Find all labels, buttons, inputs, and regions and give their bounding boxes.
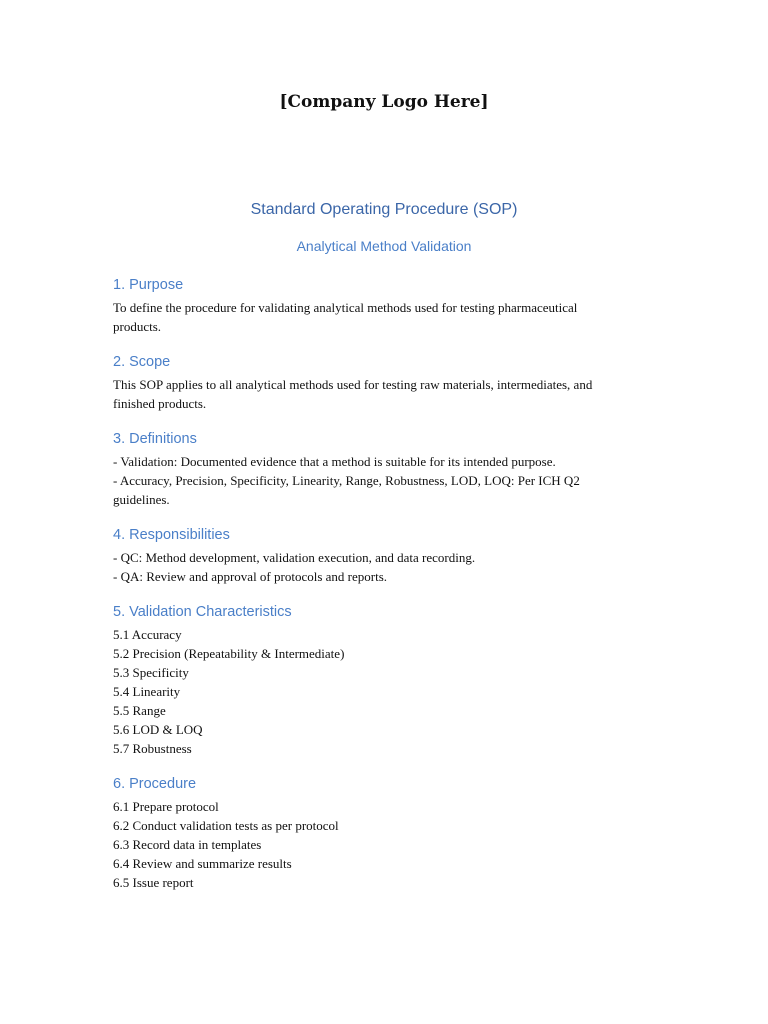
section-purpose [113,274,673,336]
document-body [113,274,673,907]
list-item: 5.7 Robustness [113,741,192,756]
text-line: - Validation: Documented evidence that a method is suitable for its intended purpose. [113,454,556,469]
list-item: 6.3 Record data in templates [113,837,262,852]
list-item: 6.2 Conduct validation tests as per protocol [113,818,339,833]
text-line: - QA: Review and approval of protocols and reports. [113,569,388,584]
section-heading: 5. Validation Characteristics [113,604,292,620]
list-item: 6.5 Issue report [113,875,194,890]
section-text [113,625,673,758]
section-heading: 3. Definitions [113,431,197,447]
text-line: products. [113,319,162,334]
text-line: finished products. [113,396,207,411]
list-item: 5.1 Accuracy [113,627,182,642]
section-definitions [113,428,673,509]
document-subtitle: Analytical Method Validation [296,238,472,254]
text-line: - QC: Method development, validation execution, and data recording. [113,550,476,565]
list-item: 5.6 LOD & LOQ [113,722,203,737]
section-scope [113,351,673,413]
list-item: 6.4 Review and summarize results [113,856,292,871]
section-heading: 6. Procedure [113,776,197,792]
section-procedure [113,773,673,892]
section-responsibilities [113,524,673,586]
text-line: This SOP applies to all analytical methods used for testing raw materials, intermediates, and [113,377,593,392]
list-item: 5.5 Range [113,703,166,718]
section-heading: 1. Purpose [113,277,184,293]
list-item: 5.2 Precision (Repeatability & Intermediate) [113,646,345,661]
list-item: 6.1 Prepare protocol [113,799,219,814]
list-item: 5.3 Specificity [113,665,189,680]
text-line: - Accuracy, Precision, Specificity, Linearity, Range, Robustness, LOD, LOQ: Per ICH Q2 [113,473,580,488]
list-item: 5.4 Linearity [113,684,181,699]
text-line: To define the procedure for validating analytical methods used for testing pharmaceutical [113,300,578,315]
section-heading: 4. Responsibilities [113,527,230,543]
section-validation-characteristics [113,601,673,758]
section-text [113,298,673,336]
section-text [113,548,673,586]
section-text [113,452,673,509]
document-title: Standard Operating Procedure (SOP) [250,201,518,218]
section-heading: 2. Scope [113,354,171,370]
section-text [113,797,673,892]
company-logo-placeholder: [Company Logo Here] [279,92,489,112]
text-line: guidelines. [113,492,170,507]
section-text [113,375,673,413]
